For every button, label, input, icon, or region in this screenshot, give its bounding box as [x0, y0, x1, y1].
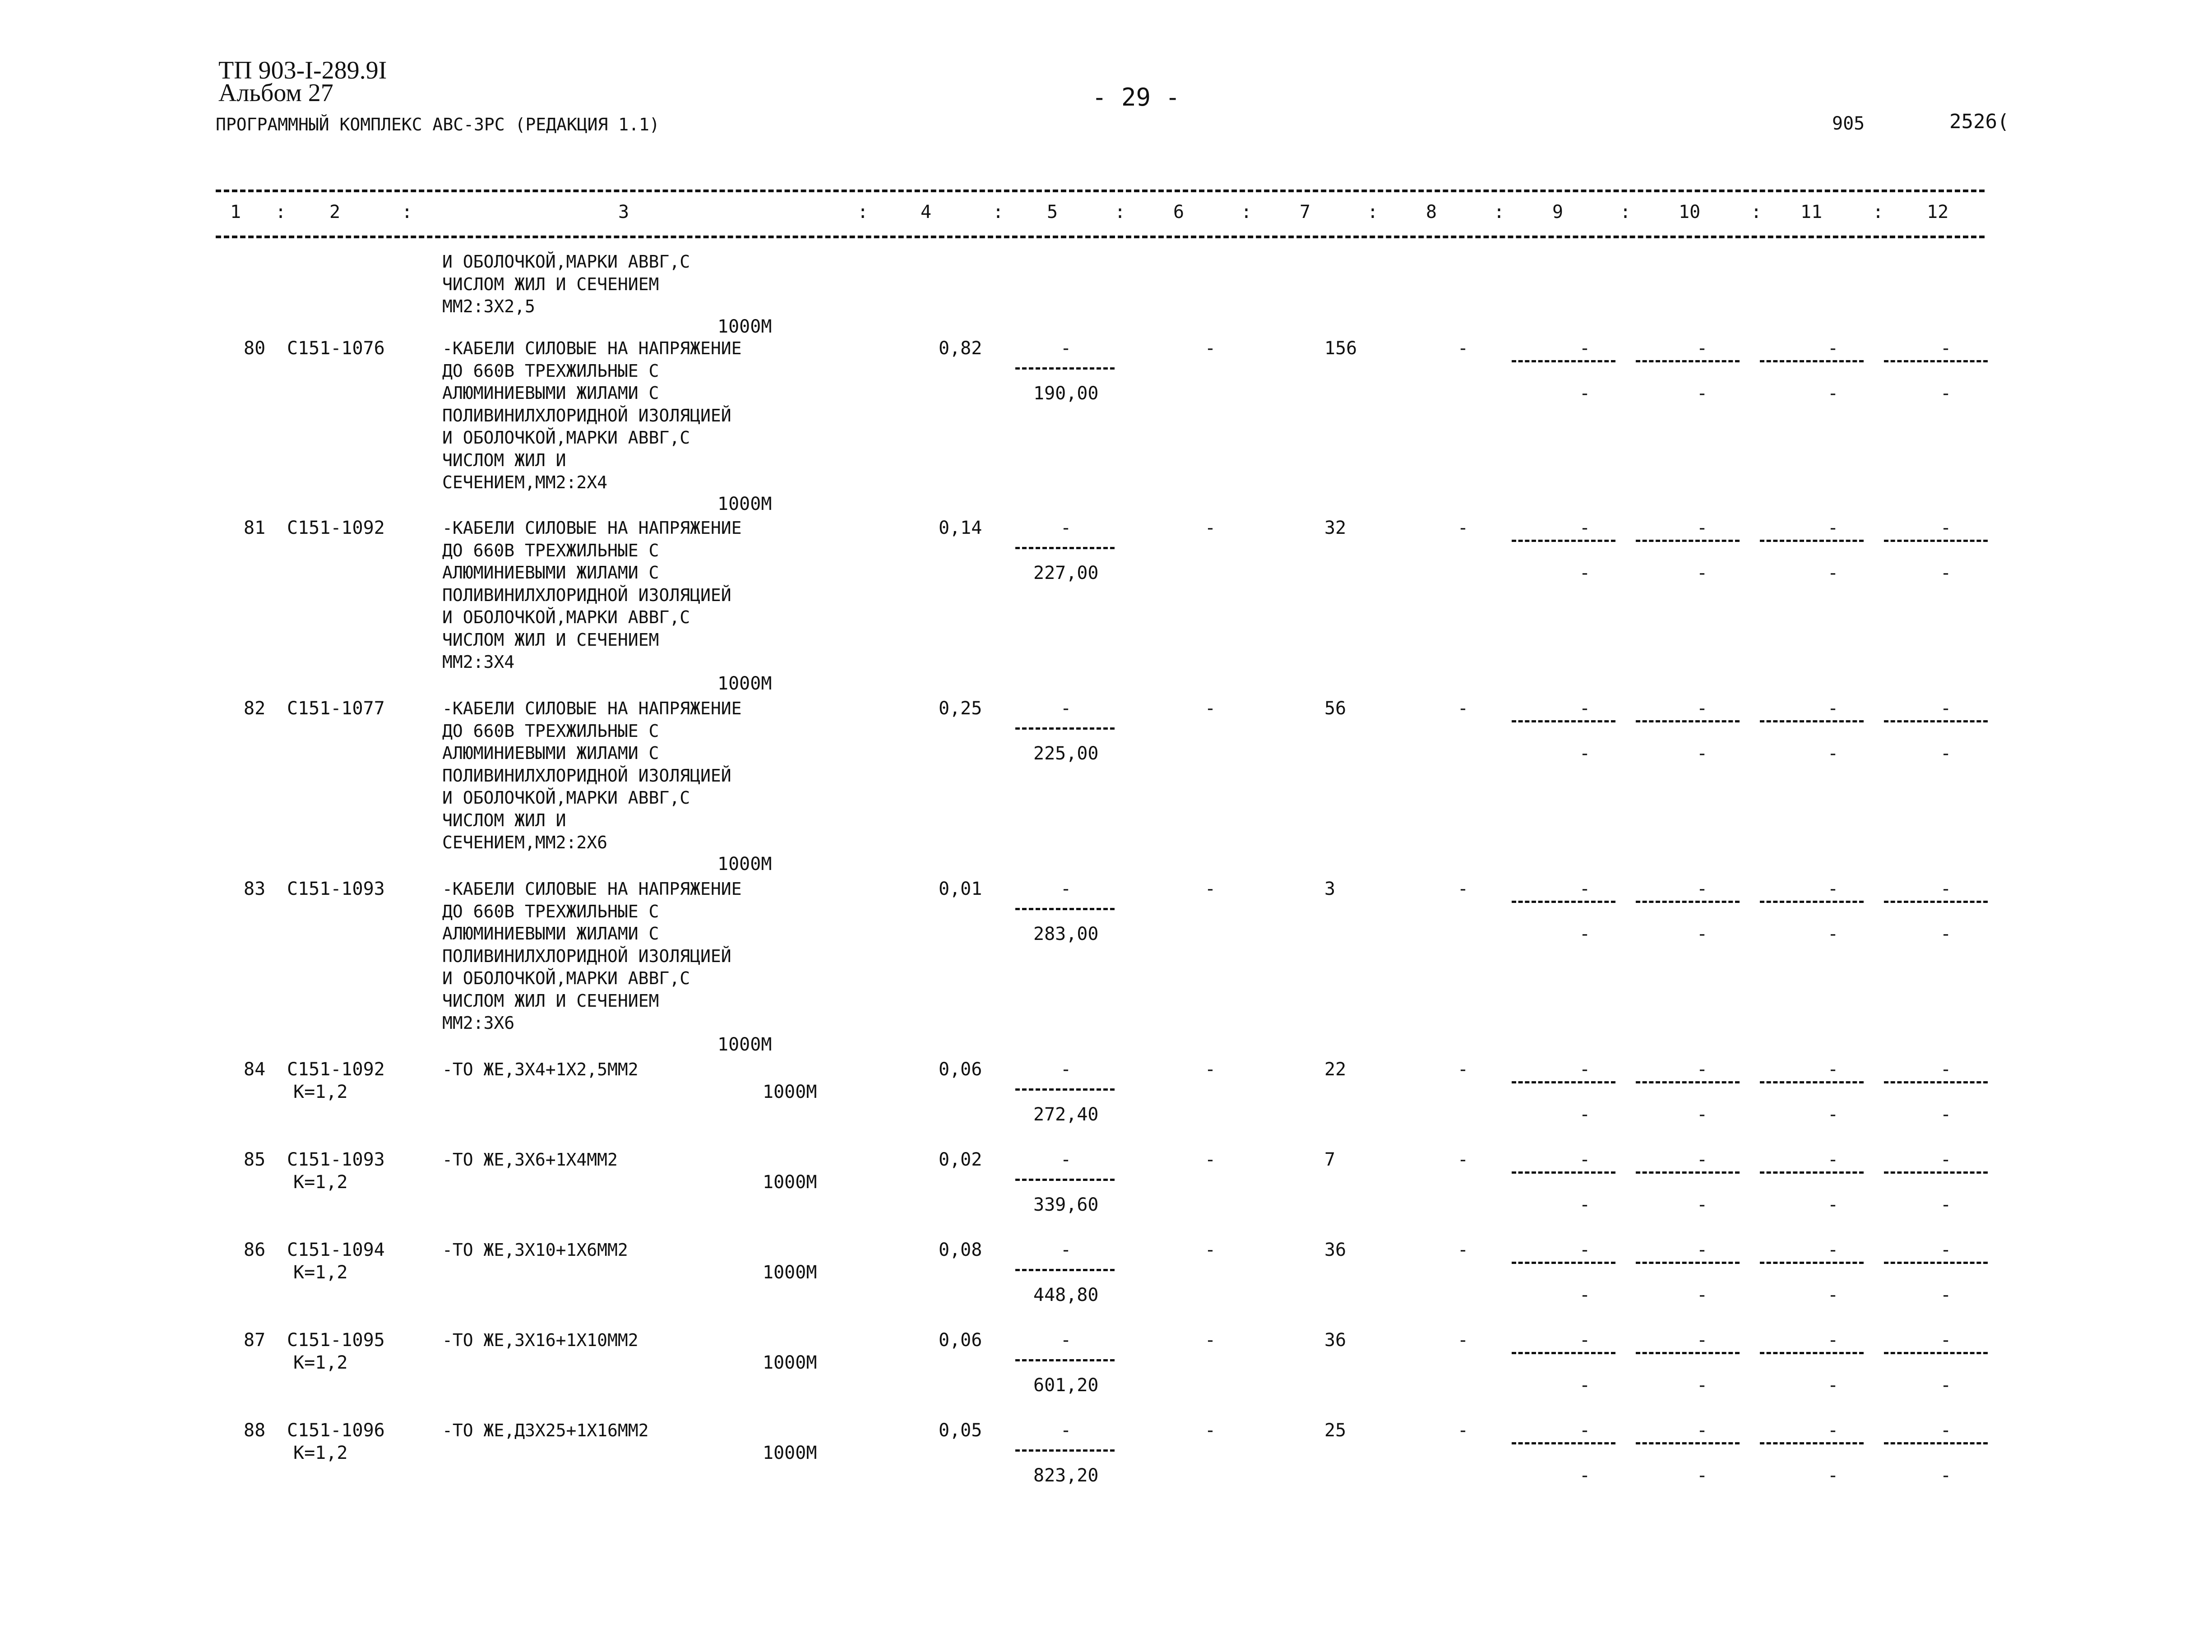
col10-top: -	[1697, 518, 1708, 538]
row-number: 81	[244, 518, 266, 538]
row-description: -ТО ЖЕ,3Х16+1Х10ММ2	[442, 1330, 639, 1350]
album-label: Альбом 27	[218, 79, 333, 107]
value-divider	[1015, 1449, 1115, 1452]
col5-top: -	[1060, 698, 1072, 719]
col11-bottom: -	[1828, 924, 1839, 944]
row-description: -КАБЕЛИ СИЛОВЫЕ НА НАПРЯЖЕНИЕ ДО 660В ТРЕХЖИЛЬНЫЕ С АЛЮМИНИЕВЫМИ ЖИЛАМИ С ПОЛИВИНИЛХЛОРИДНОЙ ИЗОЛЯЦИЕЙ И ОБОЛОЧКОЙ,МАРКИ АВВГ,С ЧИСЛОМ ЖИЛ И СЕЧЕНИЕМ,ММ2:2Х4	[442, 338, 742, 492]
col12-top: -	[1940, 1059, 1952, 1080]
col11-bottom: -	[1828, 1104, 1839, 1125]
col4-value: 0,08	[939, 1240, 982, 1260]
program-title: ПРОГРАММНЫЙ КОМПЛЕКС АВС-ЗРС (РЕДАКЦИЯ 1.1)	[216, 115, 660, 134]
col4-value: 0,06	[939, 1330, 982, 1351]
col8-value: -	[1458, 1149, 1469, 1170]
row-description: -КАБЕЛИ СИЛОВЫЕ НА НАПРЯЖЕНИЕ ДО 660В ТРЕХЖИЛЬНЫЕ С АЛЮМИНИЕВЫМИ ЖИЛАМИ С ПОЛИВИНИЛХЛОРИДНОЙ ИЗОЛЯЦИЕЙ И ОБОЛОЧКОЙ,МАРКИ АВВГ,С ЧИСЛОМ ЖИЛ И СЕЧЕНИЕМ ММ2:3Х4	[442, 518, 742, 672]
value-divider	[1015, 367, 1115, 370]
col5-bottom: 601,20	[1033, 1375, 1099, 1396]
col10-bottom: -	[1697, 563, 1708, 583]
col4-value: 0,14	[939, 518, 982, 538]
col12-bottom: -	[1940, 1465, 1952, 1486]
col9-bottom: -	[1579, 743, 1591, 764]
column-separator: :	[857, 202, 869, 222]
row-description: -ТО ЖЕ,3Х6+1Х4ММ2	[442, 1150, 618, 1170]
value-divider	[1512, 1081, 1615, 1083]
col7-value: 36	[1324, 1330, 1347, 1351]
row-number: 83	[244, 879, 266, 899]
row-code: С151-1093	[287, 879, 385, 899]
row-number: 82	[244, 698, 266, 719]
value-divider	[1884, 901, 1988, 903]
col11-top: -	[1828, 1149, 1839, 1170]
column-number-11: 11	[1800, 202, 1823, 222]
value-divider	[1636, 360, 1740, 362]
col5-bottom: 823,20	[1033, 1465, 1099, 1486]
col10-top: -	[1697, 1149, 1708, 1170]
column-number-6: 6	[1173, 202, 1185, 222]
col6-value: -	[1205, 338, 1216, 359]
col10-top: -	[1697, 1420, 1708, 1441]
col9-top: -	[1579, 698, 1591, 719]
value-divider	[1015, 1269, 1115, 1271]
column-separator: :	[1241, 202, 1252, 222]
col9-bottom: -	[1579, 1285, 1591, 1305]
row-description: -ТО ЖЕ,3Х4+1Х2,5ММ2	[442, 1060, 639, 1079]
col5-top: -	[1060, 518, 1072, 538]
col11-bottom: -	[1828, 743, 1839, 764]
col5-bottom: 448,80	[1033, 1285, 1099, 1305]
value-divider	[1015, 1179, 1115, 1181]
col8-value: -	[1458, 338, 1469, 359]
col8-value: -	[1458, 1240, 1469, 1260]
value-divider	[1636, 1081, 1740, 1083]
column-number-7: 7	[1300, 202, 1311, 222]
row-code: С151-1092	[287, 1059, 385, 1080]
value-divider	[1760, 1081, 1864, 1083]
row-code: С151-1093	[287, 1149, 385, 1170]
row-unit: 1000М	[717, 853, 772, 875]
column-number-9: 9	[1552, 202, 1564, 222]
col9-top: -	[1579, 1240, 1591, 1260]
row-code: С151-1095	[287, 1330, 385, 1351]
value-divider	[1760, 1352, 1864, 1354]
col9-top: -	[1579, 1420, 1591, 1441]
row-unit: 1000М	[763, 1352, 817, 1373]
value-divider	[1512, 901, 1615, 903]
col11-top: -	[1828, 879, 1839, 899]
col7-value: 3	[1324, 879, 1336, 899]
value-divider	[1760, 901, 1864, 903]
col5-bottom: 272,40	[1033, 1104, 1099, 1125]
col12-top: -	[1940, 1149, 1952, 1170]
document-code: ТП 903-I-289.9I	[218, 56, 387, 84]
value-divider	[1512, 1171, 1615, 1174]
row-coefficient: К=1,2	[293, 1082, 348, 1102]
col12-bottom: -	[1940, 743, 1952, 764]
col6-value: -	[1205, 1149, 1216, 1170]
col12-bottom: -	[1940, 1375, 1952, 1396]
row-unit: 1000М	[763, 1443, 817, 1463]
col5-top: -	[1060, 1240, 1072, 1260]
value-divider	[1636, 1352, 1740, 1354]
row-number: 88	[244, 1420, 266, 1441]
value-divider	[1884, 1352, 1988, 1354]
row-description: -КАБЕЛИ СИЛОВЫЕ НА НАПРЯЖЕНИЕ ДО 660В ТРЕХЖИЛЬНЫЕ С АЛЮМИНИЕВЫМИ ЖИЛАМИ С ПОЛИВИНИЛХЛОРИДНОЙ ИЗОЛЯЦИЕЙ И ОБОЛОЧКОЙ,МАРКИ АВВГ,С ЧИСЛОМ ЖИЛ И СЕЧЕНИЕМ ММ2:3Х6	[442, 879, 742, 1033]
col10-bottom: -	[1697, 1285, 1708, 1305]
column-separator: :	[993, 202, 1004, 222]
col12-bottom: -	[1940, 1194, 1952, 1215]
col11-top: -	[1828, 1240, 1839, 1260]
value-divider	[1636, 1442, 1740, 1444]
col10-bottom: -	[1697, 743, 1708, 764]
row-number: 84	[244, 1059, 266, 1080]
value-divider	[1884, 1081, 1988, 1083]
value-divider	[1636, 901, 1740, 903]
row-number: 87	[244, 1330, 266, 1351]
row-coefficient: К=1,2	[293, 1443, 348, 1463]
col8-value: -	[1458, 879, 1469, 899]
row-number: 80	[244, 338, 266, 359]
column-separator: :	[1751, 202, 1762, 222]
col7-value: 156	[1324, 338, 1357, 359]
col6-value: -	[1205, 1420, 1216, 1441]
column-separator: :	[402, 202, 413, 222]
value-divider	[1512, 540, 1615, 542]
value-divider	[1512, 1352, 1615, 1354]
col6-value: -	[1205, 1330, 1216, 1351]
col7-value: 32	[1324, 518, 1347, 538]
table-top-rule	[216, 190, 1985, 192]
col12-top: -	[1940, 698, 1952, 719]
col9-bottom: -	[1579, 1194, 1591, 1215]
value-divider	[1884, 540, 1988, 542]
column-separator: :	[1620, 202, 1631, 222]
col11-top: -	[1828, 698, 1839, 719]
value-divider	[1636, 1262, 1740, 1264]
col10-top: -	[1697, 338, 1708, 359]
row-code: С151-1076	[287, 338, 385, 359]
code-right-b: 2526(	[1949, 110, 2009, 133]
col7-value: 7	[1324, 1149, 1336, 1170]
col9-bottom: -	[1579, 1104, 1591, 1125]
value-divider	[1760, 1262, 1864, 1264]
value-divider	[1512, 360, 1615, 362]
row-number: 86	[244, 1240, 266, 1260]
col11-bottom: -	[1828, 1285, 1839, 1305]
col10-bottom: -	[1697, 1194, 1708, 1215]
col12-top: -	[1940, 1420, 1952, 1441]
col10-top: -	[1697, 698, 1708, 719]
col10-top: -	[1697, 1330, 1708, 1351]
col12-top: -	[1940, 518, 1952, 538]
col5-top: -	[1060, 338, 1072, 359]
col11-bottom: -	[1828, 383, 1839, 404]
col6-value: -	[1205, 879, 1216, 899]
col9-bottom: -	[1579, 1465, 1591, 1486]
col11-bottom: -	[1828, 1465, 1839, 1486]
value-divider	[1760, 540, 1864, 542]
column-number-8: 8	[1426, 202, 1437, 222]
col12-bottom: -	[1940, 924, 1952, 944]
col10-bottom: -	[1697, 383, 1708, 404]
value-divider	[1636, 1171, 1740, 1174]
col9-top: -	[1579, 879, 1591, 899]
row-coefficient: К=1,2	[293, 1172, 348, 1193]
col5-bottom: 339,60	[1033, 1194, 1099, 1215]
value-divider	[1884, 720, 1988, 722]
row-unit: 1000М	[763, 1172, 817, 1193]
column-number-5: 5	[1047, 202, 1058, 222]
col12-top: -	[1940, 1240, 1952, 1260]
col5-top: -	[1060, 1420, 1072, 1441]
column-separator: :	[1115, 202, 1126, 222]
col5-top: -	[1060, 1059, 1072, 1080]
column-number-2: 2	[329, 202, 341, 222]
col12-bottom: -	[1940, 563, 1952, 583]
value-divider	[1636, 540, 1740, 542]
col11-bottom: -	[1828, 1375, 1839, 1396]
col10-bottom: -	[1697, 1465, 1708, 1486]
col7-value: 36	[1324, 1240, 1347, 1260]
value-divider	[1512, 720, 1615, 722]
column-number-10: 10	[1679, 202, 1701, 222]
value-divider	[1884, 360, 1988, 362]
value-divider	[1760, 360, 1864, 362]
col9-top: -	[1579, 1149, 1591, 1170]
column-separator: :	[275, 202, 287, 222]
col11-bottom: -	[1828, 563, 1839, 583]
row-description: -КАБЕЛИ СИЛОВЫЕ НА НАПРЯЖЕНИЕ ДО 660В ТРЕХЖИЛЬНЫЕ С АЛЮМИНИЕВЫМИ ЖИЛАМИ С ПОЛИВИНИЛХЛОРИДНОЙ ИЗОЛЯЦИЕЙ И ОБОЛОЧКОЙ,МАРКИ АВВГ,С ЧИСЛОМ ЖИЛ И СЕЧЕНИЕМ,ММ2:2Х6	[442, 699, 742, 852]
row-description: -ТО ЖЕ,3Х10+1Х6ММ2	[442, 1240, 628, 1260]
col12-bottom: -	[1940, 1285, 1952, 1305]
column-separator: :	[1873, 202, 1884, 222]
column-separator: :	[1367, 202, 1379, 222]
row-number: 85	[244, 1149, 266, 1170]
column-number-4: 4	[921, 202, 932, 222]
value-divider	[1760, 1442, 1864, 1444]
col7-value: 25	[1324, 1420, 1347, 1441]
value-divider	[1884, 1171, 1988, 1174]
row-coefficient: К=1,2	[293, 1352, 348, 1373]
col8-value: -	[1458, 1059, 1469, 1080]
col5-bottom: 190,00	[1033, 383, 1099, 404]
value-divider	[1512, 1262, 1615, 1264]
row-code: С151-1096	[287, 1420, 385, 1441]
col9-bottom: -	[1579, 383, 1591, 404]
value-divider	[1512, 1442, 1615, 1444]
row-code: С151-1092	[287, 518, 385, 538]
col6-value: -	[1205, 1240, 1216, 1260]
carry-over-description: И ОБОЛОЧКОЙ,МАРКИ АВВГ,С ЧИСЛОМ ЖИЛ И СЕЧЕНИЕМ ММ2:3Х2,5	[442, 252, 690, 316]
value-divider	[1760, 1171, 1864, 1174]
col12-top: -	[1940, 879, 1952, 899]
row-code: С151-1077	[287, 698, 385, 719]
col11-top: -	[1828, 1420, 1839, 1441]
col5-bottom: 225,00	[1033, 743, 1099, 764]
table-header-rule	[216, 236, 1985, 238]
row-coefficient: К=1,2	[293, 1262, 348, 1283]
col10-top: -	[1697, 1240, 1708, 1260]
row-code: С151-1094	[287, 1240, 385, 1260]
column-number-1: 1	[230, 202, 241, 222]
value-divider	[1015, 1088, 1115, 1091]
col10-bottom: -	[1697, 1104, 1708, 1125]
value-divider	[1015, 908, 1115, 910]
col6-value: -	[1205, 698, 1216, 719]
col10-top: -	[1697, 879, 1708, 899]
col11-top: -	[1828, 338, 1839, 359]
row-unit: 1000М	[717, 673, 772, 694]
value-divider	[1015, 1359, 1115, 1361]
row-unit: 1000М	[763, 1262, 817, 1283]
value-divider	[1015, 547, 1115, 549]
value-divider	[1015, 727, 1115, 730]
col9-bottom: -	[1579, 563, 1591, 583]
col4-value: 0,25	[939, 698, 982, 719]
value-divider	[1760, 720, 1864, 722]
col12-top: -	[1940, 1330, 1952, 1351]
col8-value: -	[1458, 698, 1469, 719]
col12-bottom: -	[1940, 383, 1952, 404]
col9-bottom: -	[1579, 1375, 1591, 1396]
carry-over-unit: 1000М	[717, 316, 772, 337]
column-number-12: 12	[1927, 202, 1949, 222]
page-number: - 29 -	[1092, 83, 1180, 111]
col9-top: -	[1579, 518, 1591, 538]
row-unit: 1000М	[717, 1034, 772, 1055]
col5-top: -	[1060, 1149, 1072, 1170]
col5-bottom: 227,00	[1033, 563, 1099, 583]
value-divider	[1884, 1442, 1988, 1444]
col10-bottom: -	[1697, 924, 1708, 944]
col7-value: 56	[1324, 698, 1347, 719]
col8-value: -	[1458, 1330, 1469, 1351]
column-separator: :	[1494, 202, 1505, 222]
col12-bottom: -	[1940, 1104, 1952, 1125]
col4-value: 0,06	[939, 1059, 982, 1080]
col11-top: -	[1828, 1059, 1839, 1080]
col6-value: -	[1205, 1059, 1216, 1080]
col11-top: -	[1828, 518, 1839, 538]
col8-value: -	[1458, 1420, 1469, 1441]
value-divider	[1884, 1262, 1988, 1264]
col5-top: -	[1060, 1330, 1072, 1351]
column-number-3: 3	[618, 202, 629, 222]
col9-top: -	[1579, 1330, 1591, 1351]
col9-top: -	[1579, 338, 1591, 359]
col10-bottom: -	[1697, 1375, 1708, 1396]
col4-value: 0,05	[939, 1420, 982, 1441]
code-right-a: 905	[1832, 113, 1865, 134]
col9-top: -	[1579, 1059, 1591, 1080]
col7-value: 22	[1324, 1059, 1347, 1080]
value-divider	[1636, 720, 1740, 722]
row-description: -ТО ЖЕ,Д3Х25+1Х16ММ2	[442, 1421, 649, 1440]
col5-bottom: 283,00	[1033, 924, 1099, 944]
col8-value: -	[1458, 518, 1469, 538]
col10-top: -	[1697, 1059, 1708, 1080]
col11-bottom: -	[1828, 1194, 1839, 1215]
col4-value: 0,02	[939, 1149, 982, 1170]
col6-value: -	[1205, 518, 1216, 538]
col4-value: 0,82	[939, 338, 982, 359]
col4-value: 0,01	[939, 879, 982, 899]
col12-top: -	[1940, 338, 1952, 359]
col9-bottom: -	[1579, 924, 1591, 944]
col11-top: -	[1828, 1330, 1839, 1351]
row-unit: 1000М	[717, 493, 772, 514]
row-unit: 1000М	[763, 1082, 817, 1102]
col5-top: -	[1060, 879, 1072, 899]
